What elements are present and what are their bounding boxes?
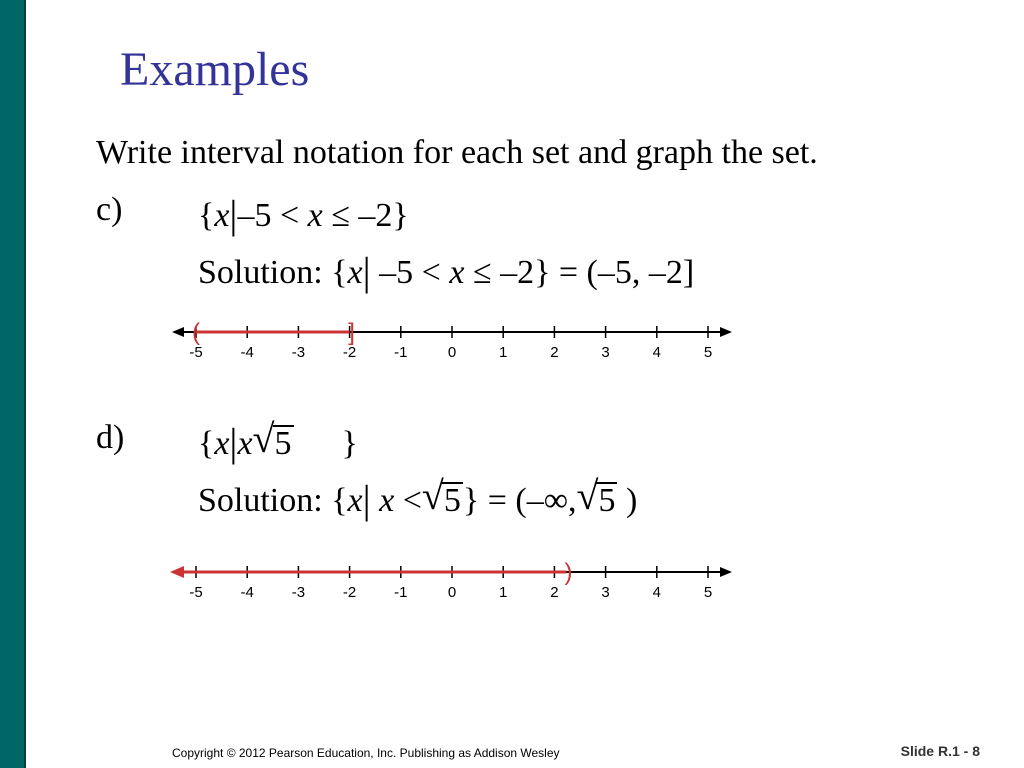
tick-label: 3: [601, 344, 610, 361]
tick-label: -1: [394, 584, 408, 601]
tick-label: 1: [499, 344, 508, 361]
tick-label: -2: [342, 584, 357, 601]
example-c-label: c): [96, 191, 123, 228]
tick-label: -3: [291, 344, 306, 361]
sqrt-symbol: √ 5: [252, 416, 292, 462]
example-d-solution: Solution: {x| x < √ 5} = (–∞, √ 5 ): [198, 473, 638, 522]
sqrt-symbol: √ 5: [421, 473, 461, 519]
copyright-footer: Copyright © 2012 Pearson Education, Inc. Publishing as Addison Wesley: [172, 746, 560, 760]
prompt-text: Write interval notation for each set and graph the set.: [96, 134, 818, 171]
left-bracket: (: [192, 319, 200, 346]
tick-label: 1: [499, 584, 508, 601]
sqrt-symbol: √ 5: [576, 473, 616, 519]
tick-label: -5: [189, 584, 203, 601]
tick-label: -5: [189, 344, 203, 361]
example-c-solution: Solution: {x| –5 < x ≤ –2} = (–5, –2]: [198, 249, 695, 294]
graph-arrow: [170, 566, 184, 578]
tick-label: -4: [240, 344, 254, 361]
right-bracket: ): [564, 559, 573, 586]
tick-label: 0: [447, 344, 457, 361]
tick-label: 4: [652, 344, 661, 361]
number-line-c: [172, 319, 732, 361]
tick-label: -4: [240, 584, 254, 601]
tick-label: 2: [550, 584, 559, 601]
tick-label: 0: [447, 584, 457, 601]
tick-label: -2: [342, 344, 357, 361]
example-c-set: {x|–5 < x ≤ –2}: [198, 192, 409, 237]
tick-label: -3: [291, 584, 306, 601]
tick-label: 2: [550, 344, 559, 361]
tick-label: 3: [601, 584, 610, 601]
example-d-label: d): [96, 419, 125, 456]
tick-label: 4: [652, 584, 661, 601]
slide-number: Slide R.1 - 8: [900, 743, 980, 759]
slide-title: Examples: [120, 43, 310, 96]
tick-label: 5: [703, 344, 713, 361]
tick-label: -1: [394, 344, 408, 361]
right-bracket: ]: [348, 319, 355, 346]
number-line-d: [170, 559, 732, 601]
tick-label: 5: [703, 584, 713, 601]
example-d-set: {x|x √ 5 }: [198, 416, 358, 465]
